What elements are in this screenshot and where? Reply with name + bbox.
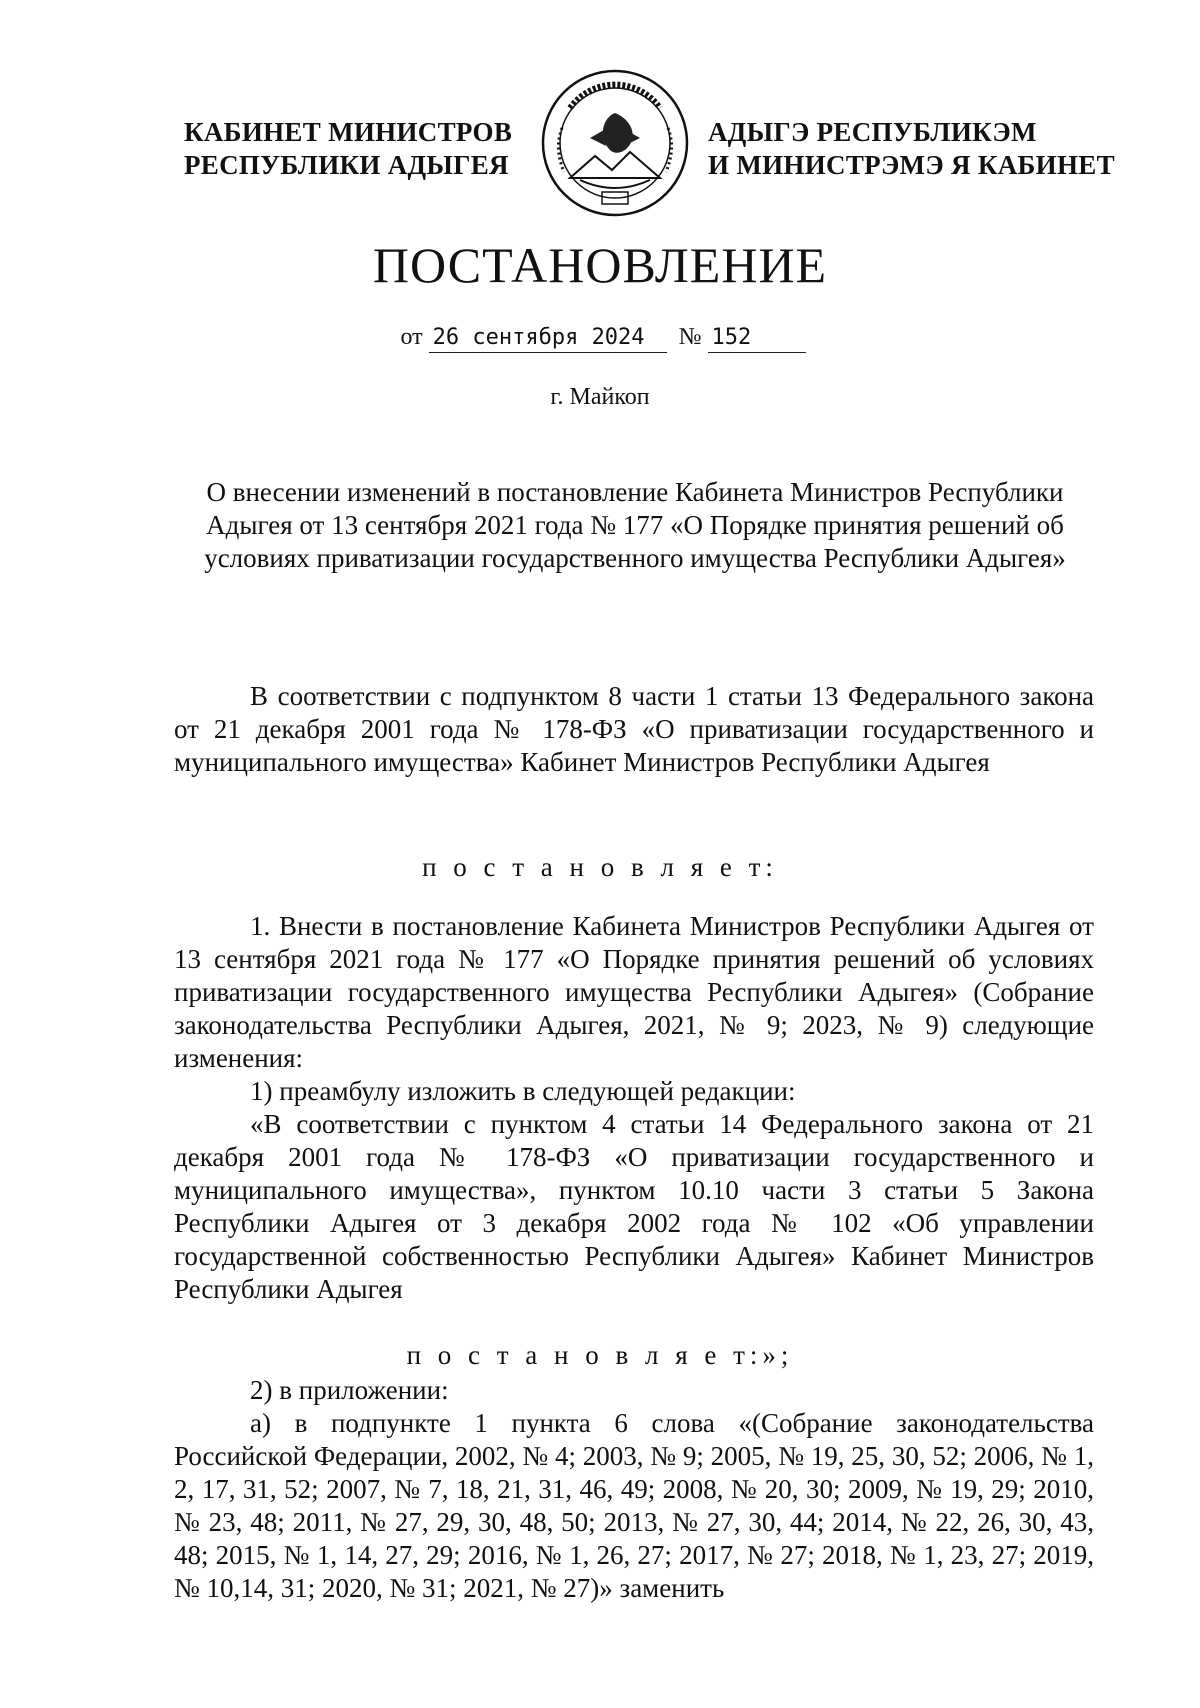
number-label: № <box>678 324 702 350</box>
issuer-line: И МИНИСТРЭМЭ Я КАБИНЕТ <box>708 150 1115 180</box>
item-paragraph: 1. Внести в постановление Кабинета Министров Республики Адыгея от 13 сентября 2021 года № 177 «О Порядке принятия решений об условиях приватизации государственного имущества Республики Адыгея» (Собрание законодательства Республики Адыгея, 2021, № 9; 2023, № 9) следующие изменения: <box>174 911 1094 1073</box>
item-paragraph: 1) преамбулу изложить в следующей редакции: <box>250 1076 796 1106</box>
preamble-paragraph: В соответствии с подпунктом 8 части 1 статьи 13 Федерального закона от 21 декабря 2001 года № 178-ФЗ «О приватизации государственного и муниципального имущества» Кабинет Министров Республики Адыгея <box>174 681 1094 777</box>
document-title: ПОСТАНОВЛЕНИЕ <box>372 237 828 293</box>
document-date: 26 сентября 2024 <box>429 325 667 353</box>
date-label: от <box>400 324 423 350</box>
date-number-line <box>0 324 1200 353</box>
issuer-line: РЕСПУБЛИКИ АДЫГЕЯ <box>184 150 509 180</box>
issuer-name-adyghe <box>708 116 1115 182</box>
document-number: 152 <box>708 325 806 353</box>
preamble-block <box>174 680 1094 779</box>
resolves-heading: п о с т а н о в л я е т: <box>422 852 778 882</box>
item-paragraph: «В соответствии с пунктом 4 статьи 14 Федерального закона от 21 декабря 2001 года № 178-ФЗ «О приватизации государственного и муниципального имущества», пунктом 10.10 части 3 статьи 5 Закона Республики Адыгея от 3 декабря 2002 года № 102 «Об управлении государственной собственностью Республики Адыгея» Кабинет Министров Республики Адыгея <box>174 1109 1094 1304</box>
operative-block <box>174 910 1094 1306</box>
issuer-line: КАБИНЕТ МИНИСТРОВ <box>184 117 513 147</box>
city: г. Майкоп <box>550 384 650 410</box>
document-subject: О внесении изменений в постановление Кабинета Министров Республики Адыгея от 13 сентября 2021 года № 177 «О Порядке принятия решений об условиях приватизации государственного имущества Республики Адыгея» <box>204 477 1066 573</box>
issuer-line: АДЫГЭ РЕСПУБЛИКЭМ <box>708 117 1037 147</box>
resolves-heading-quoted: п о с т а н о в л я е т:»; <box>406 1340 794 1370</box>
issuer-name-russian <box>184 116 514 182</box>
operative-block-continued <box>174 1374 1094 1605</box>
item-paragraph: 2) в приложении: <box>250 1375 449 1405</box>
coat-of-arms-emblem <box>540 68 690 218</box>
item-paragraph: а) в подпункте 1 пункта 6 слова «(Собрание законодательства Российской Федерации, 2002, № 4; 2003, № 9; 2005, № 19, 25, 30, 52; 2006, № 1, 2, 17, 31, 52; 2007, № 7, 18, 21, 31, 46, 49; 2008, № 20, 30; 2009, № 19, 29; 2010, № 23, 48; 2011, № 27, 29, 30, 48, 50; 2013, № 27, 30, 44; 2014, № 22, 26, 30, 43, 48; 2015, № 1, 14, 27, 29; 2016, № 1, 26, 27; 2017, № 27; 2018, № 1, 23, 27; 2019, № 10,14, 31; 2020, № 31; 2021, № 27)» заменить <box>174 1408 1094 1603</box>
